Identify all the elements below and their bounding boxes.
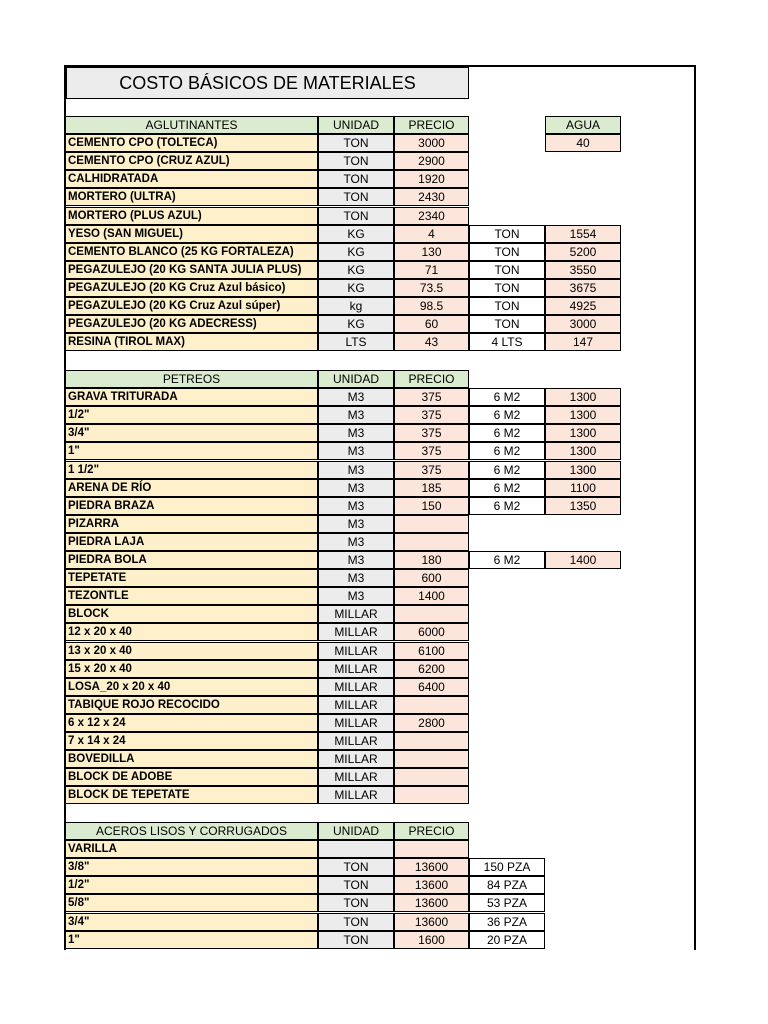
section-0-row-9-extra-unit[interactable]: TON	[469, 297, 545, 315]
section-0-row-8-material-name[interactable]: PEGAZULEJO (20 KG Cruz Azul básico)	[65, 279, 318, 297]
section-0-row-4-price[interactable]: 2340	[394, 207, 469, 225]
section-1-row-15-material-name[interactable]: 15 x 20 x 40	[65, 660, 318, 678]
section-0-row-7-unit[interactable]: KG	[318, 261, 394, 279]
section-1-row-22-price[interactable]	[394, 786, 469, 804]
section-1-row-13-price[interactable]: 6000	[394, 623, 469, 641]
section-1-row-0-extra-unit[interactable]: 6 M2	[469, 388, 545, 406]
section-0-row-5-material-name[interactable]: YESO (SAN MIGUEL)	[65, 225, 318, 243]
section-0-row-2-price[interactable]: 1920	[394, 170, 469, 188]
section-1-row-2-unit[interactable]: M3	[318, 424, 394, 442]
section-1-row-6-material-name[interactable]: PIEDRA BRAZA	[65, 497, 318, 515]
section-0-row-9-extra-price[interactable]: 4925	[545, 297, 621, 315]
section-1-row-22-unit[interactable]: MILLAR	[318, 786, 394, 804]
section-1-header-unit[interactable]: UNIDAD	[318, 370, 394, 388]
section-2-row-2-extra-unit[interactable]: 84 PZA	[469, 876, 545, 894]
section-0-row-6-price[interactable]: 130	[394, 243, 469, 261]
section-1-row-15-unit[interactable]: MILLAR	[318, 660, 394, 678]
section-1-row-19-price[interactable]	[394, 732, 469, 750]
section-0-header-price[interactable]: PRECIO	[394, 116, 469, 134]
section-2-row-4-price[interactable]: 13600	[394, 913, 469, 931]
section-2-row-0-unit[interactable]	[318, 840, 394, 858]
section-1-header-price[interactable]: PRECIO	[394, 370, 469, 388]
section-1-row-16-price[interactable]: 6400	[394, 678, 469, 696]
section-1-row-14-price[interactable]: 6100	[394, 642, 469, 660]
sheet-title[interactable]: COSTO BÁSICOS DE MATERIALES	[66, 67, 469, 99]
section-1-row-13-unit[interactable]: MILLAR	[318, 623, 394, 641]
section-2-row-3-unit[interactable]: TON	[318, 894, 394, 912]
section-0-row-5-extra-price[interactable]: 1554	[545, 225, 621, 243]
section-1-row-4-extra-price[interactable]: 1300	[545, 461, 621, 479]
section-1-row-11-price[interactable]: 1400	[394, 587, 469, 605]
section-1-row-1-unit[interactable]: M3	[318, 406, 394, 424]
section-1-row-20-unit[interactable]: MILLAR	[318, 750, 394, 768]
section-1-row-6-unit[interactable]: M3	[318, 497, 394, 515]
section-1-row-1-extra-unit[interactable]: 6 M2	[469, 406, 545, 424]
agua-header[interactable]: AGUA	[545, 116, 621, 134]
section-2-header-material-name[interactable]: ACEROS LISOS Y CORRUGADOS	[65, 822, 318, 840]
section-0-row-8-price[interactable]: 73.5	[394, 279, 469, 297]
section-0-row-11-extra-unit[interactable]: 4 LTS	[469, 333, 545, 351]
section-1-row-9-extra-unit[interactable]: 6 M2	[469, 551, 545, 569]
section-2-row-0-price[interactable]	[394, 840, 469, 858]
section-0-row-3-price[interactable]: 2430	[394, 188, 469, 206]
section-1-row-18-unit[interactable]: MILLAR	[318, 714, 394, 732]
section-2-row-5-material-name[interactable]: 1"	[65, 931, 318, 949]
section-0-row-1-price[interactable]: 2900	[394, 152, 469, 170]
section-0-row-9-unit[interactable]: kg	[318, 297, 394, 315]
section-0-row-4-unit[interactable]: TON	[318, 207, 394, 225]
section-1-row-0-extra-price[interactable]: 1300	[545, 388, 621, 406]
section-0-row-11-extra-price[interactable]: 147	[545, 333, 621, 351]
section-0-row-0-unit[interactable]: TON	[318, 134, 394, 152]
section-0-row-7-extra-unit[interactable]: TON	[469, 261, 545, 279]
section-0-row-8-unit[interactable]: KG	[318, 279, 394, 297]
section-2-row-1-extra-unit[interactable]: 150 PZA	[469, 858, 545, 876]
section-2-row-2-material-name[interactable]: 1/2"	[65, 876, 318, 894]
section-1-row-2-material-name[interactable]: 3/4"	[65, 424, 318, 442]
section-0-row-0-price[interactable]: 3000	[394, 134, 469, 152]
section-2-row-3-price[interactable]: 13600	[394, 894, 469, 912]
section-1-row-5-material-name[interactable]: ARENA DE RÍO	[65, 479, 318, 497]
section-1-row-2-price[interactable]: 375	[394, 424, 469, 442]
section-0-row-8-extra-unit[interactable]: TON	[469, 279, 545, 297]
section-2-header-price[interactable]: PRECIO	[394, 822, 469, 840]
section-0-row-10-material-name[interactable]: PEGAZULEJO (20 KG ADECRESS)	[65, 315, 318, 333]
section-1-row-7-price[interactable]	[394, 515, 469, 533]
section-0-row-9-price[interactable]: 98.5	[394, 297, 469, 315]
section-0-row-3-material-name[interactable]: MORTERO (ULTRA)	[65, 188, 318, 206]
section-0-row-10-extra-unit[interactable]: TON	[469, 315, 545, 333]
section-1-row-13-material-name[interactable]: 12 x 20 x 40	[65, 623, 318, 641]
section-2-row-4-extra-unit[interactable]: 36 PZA	[469, 913, 545, 931]
section-0-row-5-unit[interactable]: KG	[318, 225, 394, 243]
section-0-row-6-extra-price[interactable]: 5200	[545, 243, 621, 261]
section-1-row-14-material-name[interactable]: 13 x 20 x 40	[65, 642, 318, 660]
section-1-row-5-unit[interactable]: M3	[318, 479, 394, 497]
section-1-row-21-unit[interactable]: MILLAR	[318, 768, 394, 786]
section-1-row-1-price[interactable]: 375	[394, 406, 469, 424]
section-1-row-20-material-name[interactable]: BOVEDILLA	[65, 750, 318, 768]
section-1-row-4-material-name[interactable]: 1 1/2"	[65, 461, 318, 479]
section-2-row-3-material-name[interactable]: 5/8"	[65, 894, 318, 912]
section-1-row-17-material-name[interactable]: TABIQUE ROJO RECOCIDO	[65, 696, 318, 714]
section-0-header-unit[interactable]: UNIDAD	[318, 116, 394, 134]
section-1-row-12-unit[interactable]: MILLAR	[318, 605, 394, 623]
section-1-row-4-price[interactable]: 375	[394, 461, 469, 479]
frame-right-border	[694, 65, 696, 950]
section-2-row-4-unit[interactable]: TON	[318, 913, 394, 931]
section-2-row-1-unit[interactable]: TON	[318, 858, 394, 876]
section-1-row-22-material-name[interactable]: BLOCK DE TEPETATE	[65, 786, 318, 804]
section-1-row-21-material-name[interactable]: BLOCK DE ADOBE	[65, 768, 318, 786]
section-1-row-17-unit[interactable]: MILLAR	[318, 696, 394, 714]
section-2-row-1-material-name[interactable]: 3/8"	[65, 858, 318, 876]
section-0-row-10-unit[interactable]: KG	[318, 315, 394, 333]
section-1-row-19-material-name[interactable]: 7 x 14 x 24	[65, 732, 318, 750]
section-1-row-14-unit[interactable]: MILLAR	[318, 642, 394, 660]
section-1-row-10-price[interactable]: 600	[394, 569, 469, 587]
section-0-row-7-material-name[interactable]: PEGAZULEJO (20 KG SANTA JULIA PLUS)	[65, 261, 318, 279]
section-1-row-9-extra-price[interactable]: 1400	[545, 551, 621, 569]
section-0-row-3-unit[interactable]: TON	[318, 188, 394, 206]
section-1-row-11-material-name[interactable]: TEZONTLE	[65, 587, 318, 605]
section-1-row-3-extra-unit[interactable]: 6 M2	[469, 442, 545, 460]
section-1-header-material-name[interactable]: PETREOS	[65, 370, 318, 388]
section-0-row-7-price[interactable]: 71	[394, 261, 469, 279]
section-0-row-11-price[interactable]: 43	[394, 333, 469, 351]
section-1-row-4-unit[interactable]: M3	[318, 461, 394, 479]
section-0-row-11-unit[interactable]: LTS	[318, 333, 394, 351]
section-1-row-19-unit[interactable]: MILLAR	[318, 732, 394, 750]
section-1-row-21-price[interactable]	[394, 768, 469, 786]
section-0-row-1-material-name[interactable]: CEMENTO CPO (CRUZ AZUL)	[65, 152, 318, 170]
section-0-row-0-material-name[interactable]: CEMENTO CPO (TOLTECA)	[65, 134, 318, 152]
section-0-row-6-unit[interactable]: KG	[318, 243, 394, 261]
section-0-row-9-material-name[interactable]: PEGAZULEJO (20 KG Cruz Azul súper)	[65, 297, 318, 315]
section-1-row-7-material-name[interactable]: PIZARRA	[65, 515, 318, 533]
section-1-row-3-unit[interactable]: M3	[318, 442, 394, 460]
section-1-row-1-material-name[interactable]: 1/2"	[65, 406, 318, 424]
section-1-row-9-material-name[interactable]: PIEDRA BOLA	[65, 551, 318, 569]
section-1-row-3-price[interactable]: 375	[394, 442, 469, 460]
section-1-row-3-extra-price[interactable]: 1300	[545, 442, 621, 460]
section-0-row-1-unit[interactable]: TON	[318, 152, 394, 170]
section-1-row-4-extra-unit[interactable]: 6 M2	[469, 461, 545, 479]
section-1-row-12-material-name[interactable]: BLOCK	[65, 605, 318, 623]
agua-value[interactable]: 40	[545, 134, 621, 152]
section-0-row-10-price[interactable]: 60	[394, 315, 469, 333]
section-0-row-11-material-name[interactable]: RESINA (TIROL MAX)	[65, 333, 318, 351]
section-1-row-18-price[interactable]: 2800	[394, 714, 469, 732]
section-1-row-20-price[interactable]	[394, 750, 469, 768]
section-2-row-3-extra-unit[interactable]: 53 PZA	[469, 894, 545, 912]
section-2-row-4-material-name[interactable]: 3/4"	[65, 913, 318, 931]
section-1-row-9-unit[interactable]: M3	[318, 551, 394, 569]
section-0-row-6-extra-unit[interactable]: TON	[469, 243, 545, 261]
section-1-row-7-unit[interactable]: M3	[318, 515, 394, 533]
section-1-row-6-extra-unit[interactable]: 6 M2	[469, 497, 545, 515]
section-0-row-2-material-name[interactable]: CALHIDRATADA	[65, 170, 318, 188]
section-1-row-5-extra-unit[interactable]: 6 M2	[469, 479, 545, 497]
section-2-row-2-price[interactable]: 13600	[394, 876, 469, 894]
section-1-row-16-unit[interactable]: MILLAR	[318, 678, 394, 696]
section-1-row-5-price[interactable]: 185	[394, 479, 469, 497]
section-1-row-0-material-name[interactable]: GRAVA TRITURADA	[65, 388, 318, 406]
section-2-row-5-extra-unit[interactable]: 20 PZA	[469, 931, 545, 949]
section-1-row-8-unit[interactable]: M3	[318, 533, 394, 551]
section-0-row-10-extra-price[interactable]: 3000	[545, 315, 621, 333]
section-1-row-8-material-name[interactable]: PIEDRA LAJA	[65, 533, 318, 551]
section-1-row-2-extra-price[interactable]: 1300	[545, 424, 621, 442]
section-0-row-7-extra-price[interactable]: 3550	[545, 261, 621, 279]
section-1-row-5-extra-price[interactable]: 1100	[545, 479, 621, 497]
section-1-row-9-price[interactable]: 180	[394, 551, 469, 569]
section-0-row-5-price[interactable]: 4	[394, 225, 469, 243]
section-2-row-0-material-name[interactable]: VARILLA	[65, 840, 318, 858]
section-1-row-0-unit[interactable]: M3	[318, 388, 394, 406]
section-2-header-unit[interactable]: UNIDAD	[318, 822, 394, 840]
section-1-row-10-unit[interactable]: M3	[318, 569, 394, 587]
section-1-row-6-price[interactable]: 150	[394, 497, 469, 515]
section-0-row-2-unit[interactable]: TON	[318, 170, 394, 188]
section-1-row-3-material-name[interactable]: 1"	[65, 442, 318, 460]
section-1-row-2-extra-unit[interactable]: 6 M2	[469, 424, 545, 442]
section-2-row-5-price[interactable]: 1600	[394, 931, 469, 949]
section-1-row-12-price[interactable]	[394, 605, 469, 623]
section-2-row-2-unit[interactable]: TON	[318, 876, 394, 894]
section-0-row-4-material-name[interactable]: MORTERO (PLUS AZUL)	[65, 207, 318, 225]
section-2-row-1-price[interactable]: 13600	[394, 858, 469, 876]
section-1-row-15-price[interactable]: 6200	[394, 660, 469, 678]
section-1-row-0-price[interactable]: 375	[394, 388, 469, 406]
section-1-row-8-price[interactable]	[394, 533, 469, 551]
section-1-row-16-material-name[interactable]: LOSA_20 x 20 x 40	[65, 678, 318, 696]
section-1-row-10-material-name[interactable]: TEPETATE	[65, 569, 318, 587]
section-1-row-11-unit[interactable]: M3	[318, 587, 394, 605]
section-0-row-6-material-name[interactable]: CEMENTO BLANCO (25 KG FORTALEZA)	[65, 243, 318, 261]
section-1-row-18-material-name[interactable]: 6 x 12 x 24	[65, 714, 318, 732]
section-0-header-material-name[interactable]: AGLUTINANTES	[65, 116, 318, 134]
section-2-row-5-unit[interactable]: TON	[318, 931, 394, 949]
section-0-row-8-extra-price[interactable]: 3675	[545, 279, 621, 297]
section-1-row-1-extra-price[interactable]: 1300	[545, 406, 621, 424]
section-1-row-6-extra-price[interactable]: 1350	[545, 497, 621, 515]
section-1-row-17-price[interactable]	[394, 696, 469, 714]
section-0-row-5-extra-unit[interactable]: TON	[469, 225, 545, 243]
